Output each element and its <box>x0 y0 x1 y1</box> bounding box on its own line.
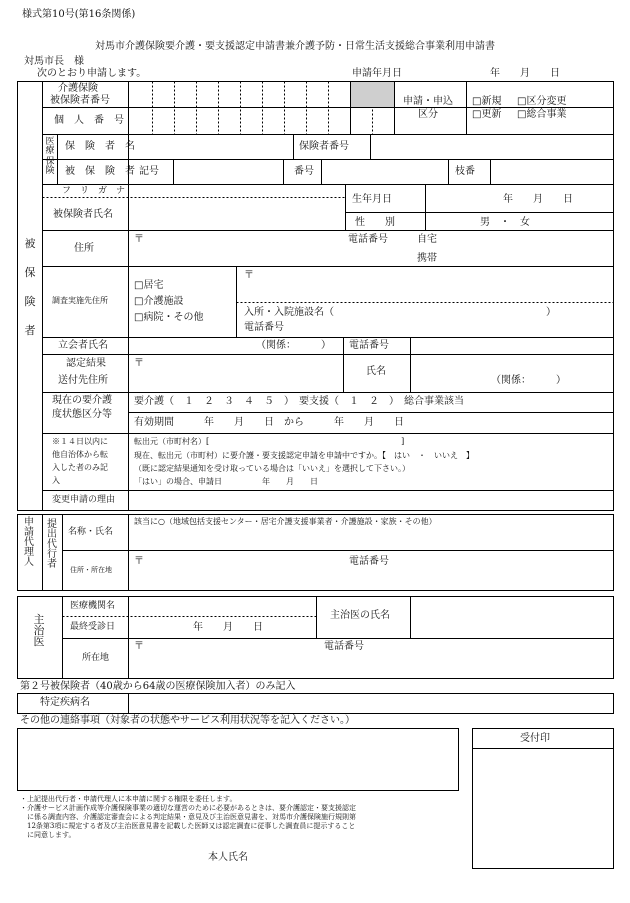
result-name-label: 氏名 <box>366 366 386 377</box>
agent-side-label: 申 請 代 理 人 <box>24 517 34 568</box>
insurer-no-label: 保険者番号 <box>299 141 349 152</box>
footer-note-4: 12条第3項に規定する者及び主治医意見書を記載した医師又は認定調査に従事した調査員に提示すること <box>20 822 356 830</box>
insurance-no-label-2: 被保険者番号 <box>50 95 110 106</box>
insured-person-label: 被 保 険 者 <box>65 166 135 177</box>
facility-name-label: 入所・入院施設名（ <box>244 307 334 318</box>
address-label: 住所 <box>74 243 94 254</box>
furigana-label: フ リ ガ ナ <box>62 186 126 196</box>
app-type-label-2: 区分 <box>418 109 438 120</box>
current-status-label: 現在の要介護 <box>52 395 112 406</box>
addressee: 対馬市長 様 <box>24 56 84 67</box>
doctor-address-label: 所在地 <box>82 653 110 663</box>
doctor-side-label: 主 治 医 <box>33 613 45 648</box>
witness-relation: （関係： ） <box>256 340 331 351</box>
transfer-label-3: 入した者のみ記 <box>52 463 108 472</box>
signature-label: 本人氏名 <box>208 852 248 863</box>
current-status-label-2: 度状態区分等 <box>52 409 112 420</box>
application-date-value[interactable]: 年 月 日 <box>490 68 560 79</box>
care-levels[interactable]: 要介護（ １ ２ ３ ４ ５ ） 要支援（ １ ２ ） 総合事業該当 <box>134 396 464 407</box>
insured-side-label: 被 保 険 者 <box>24 237 36 337</box>
gender-label: 性 別 <box>355 217 395 228</box>
option-change[interactable]: □区分変更 <box>517 96 567 107</box>
disease-row-border <box>18 694 614 714</box>
result-postal-mark: 〒 <box>134 358 144 369</box>
doctor-phone-label: 電話番号 <box>324 641 364 652</box>
form-number: 様式第10号(第16条関係) <box>22 9 136 20</box>
symbol-label: 記号 <box>139 166 159 177</box>
other-notes-label: その他の連絡事項（対象者の状態やサービス利用状況等を記入ください。） <box>20 715 355 726</box>
option-general[interactable]: □総合事業 <box>517 109 567 120</box>
witness-phone-label: 電話番号 <box>349 340 389 351</box>
agent-phone-label: 電話番号 <box>349 556 389 567</box>
insurance-no-label: 介護保険 <box>58 83 98 94</box>
institution-label: 医療機関名 <box>70 601 116 611</box>
option-home[interactable]: □居宅 <box>134 280 164 291</box>
last-visit-label: 最終受診日 <box>70 622 116 632</box>
agent-name-label: 名称・氏名 <box>68 527 114 537</box>
result-relation: （関係： ） <box>491 375 566 386</box>
disease-label: 特定疾病名 <box>40 697 90 708</box>
home-phone-label: 自宅 <box>417 234 437 245</box>
transfer-line-2[interactable]: 現在、転出元（市町村）に要介護・要支援認定申請を申請中ですか。【 はい ・ いいえ 】 <box>134 451 474 460</box>
footer-note-5: に同意します。 <box>20 831 76 839</box>
personal-no-label: 個 人 番 号 <box>54 115 124 126</box>
agent-address-label: 住所・所在地 <box>70 566 112 574</box>
witness-label: 立会者氏名 <box>58 340 108 351</box>
application-date-label: 申請年月日 <box>352 68 402 79</box>
agent-side-label-2: 提 出 代 行 者 <box>47 519 57 570</box>
facility-close: ） <box>546 307 556 318</box>
birth-value[interactable]: 年 月 日 <box>503 194 573 205</box>
footer-note-3: に係る調査内容、介護認定審査会による判定結果・意見及び主治医意見書を、対馬市介護保険施行規則第 <box>20 813 356 821</box>
transfer-line-4[interactable]: 「はい」の場合、申請日 年 月 日 <box>134 477 318 486</box>
gender-value[interactable]: 男 ・ 女 <box>480 217 530 228</box>
insured-name-label: 被保険者氏名 <box>53 209 113 220</box>
footer-note-1: ・上記提出代行者・申請代理人に本申請に関する権限を委任します。 <box>20 795 237 803</box>
address-postal-mark: 〒 <box>134 234 144 245</box>
receipt-stamp-label: 受付印 <box>520 733 550 744</box>
form-title: 対馬市介護保険要介護・要支援認定申請書兼介護予防・日常生活支援総合事業利用申請書 <box>95 41 495 52</box>
transfer-line-3: （既に認定結果通知を受け取っている場合は「いいえ」を選択して下さい。） <box>134 464 410 473</box>
validity-period[interactable]: 有効期間 年 月 日 から 年 月 日 <box>134 417 404 428</box>
transfer-line-1[interactable]: 転出元（市町村名）[ ] <box>134 437 405 446</box>
receipt-stamp-box <box>473 729 614 869</box>
second-class-note: 第２号被保険者（40歳から64歳の医療保険加入者）のみ記入 <box>20 681 296 692</box>
doctor-name-label: 主治医の氏名 <box>330 610 390 621</box>
footer-note-2: ・介護サービス計画作成等介護保険事業の適切な運営のために必要があるときは、要介護認定・要支援認定 <box>20 804 356 812</box>
option-renew[interactable]: □更新 <box>472 109 502 120</box>
shaded-cell <box>351 82 394 107</box>
birth-label: 生年月日 <box>352 194 392 205</box>
number-label: 番号 <box>294 166 314 177</box>
last-visit-value[interactable]: 年 月 日 <box>193 622 263 633</box>
result-label: 認定結果 <box>66 358 106 369</box>
medical-side-label: 医 療 保 険 <box>45 137 55 176</box>
change-reason-label: 変更申請の理由 <box>52 495 116 505</box>
facility-phone-label: 電話番号 <box>244 322 284 333</box>
branch-label: 枝番 <box>455 166 475 177</box>
result-label-2: 送付先住所 <box>58 375 108 386</box>
other-notes-box <box>18 729 459 791</box>
transfer-label-1: ※１４日以内に <box>52 437 108 446</box>
mobile-phone-label: 携帯 <box>417 253 437 264</box>
option-new[interactable]: □新規 <box>472 96 502 107</box>
transfer-label-4: 入 <box>52 476 60 485</box>
doctor-postal-mark: 〒 <box>134 641 144 652</box>
agent-postal-mark: 〒 <box>134 556 144 567</box>
address-phone-label: 電話番号 <box>348 234 388 245</box>
survey-address-label: 調査実施先住所 <box>52 296 108 305</box>
app-type-label: 申請・申込 <box>403 96 453 107</box>
survey-postal-mark: 〒 <box>244 270 254 281</box>
insurer-name-label: 保 険 者 名 <box>65 141 135 152</box>
option-care-facility[interactable]: □介護施設 <box>134 296 184 307</box>
intro-text: 次のとおり申請します。 <box>37 68 147 79</box>
agent-name-hint[interactable]: 該当に○（地域包括支援センター・居宅介護支援事業者・介護施設・家族・その他） <box>134 517 437 526</box>
option-hospital[interactable]: □病院・その他 <box>134 312 204 323</box>
transfer-label-2: 他自治体から転 <box>52 450 108 459</box>
